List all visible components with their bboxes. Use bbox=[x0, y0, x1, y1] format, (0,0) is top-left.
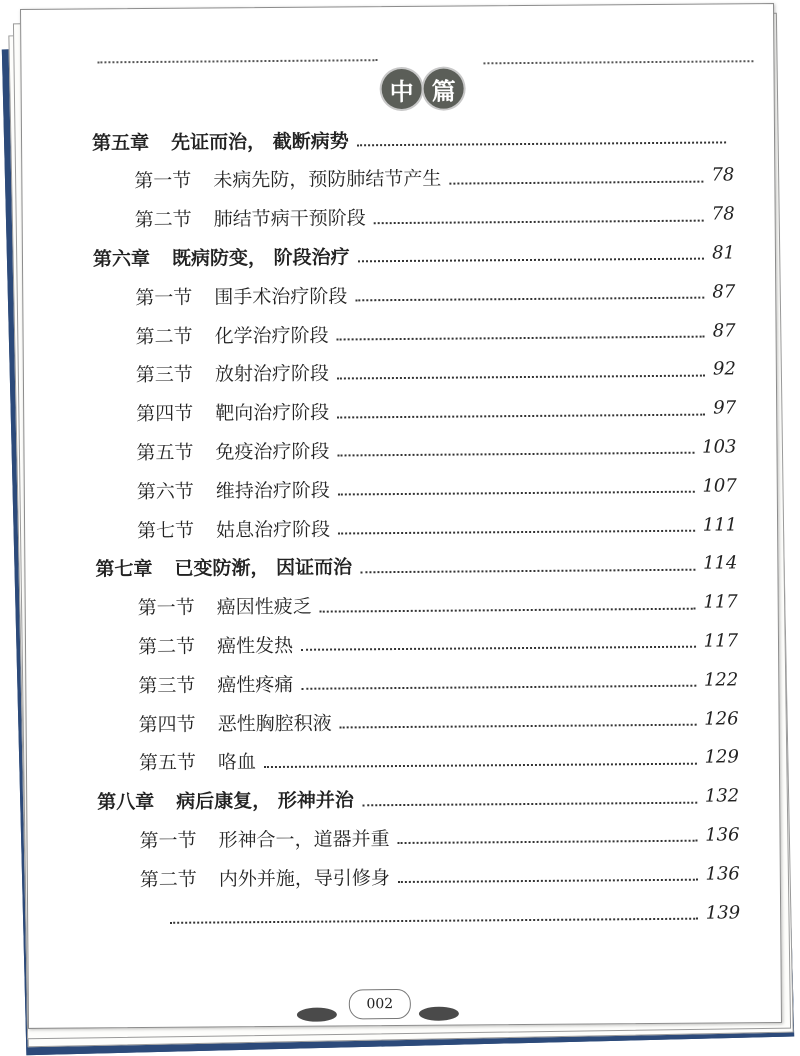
dot-leader bbox=[337, 336, 705, 341]
chapter-title: 先证而治， 截断病势 bbox=[170, 129, 349, 154]
section-number: 第四节 bbox=[136, 402, 194, 426]
toc-chapter-row[interactable] bbox=[95, 549, 737, 582]
toc-entry-label bbox=[136, 398, 329, 427]
section-number: 第一节 bbox=[137, 596, 195, 620]
toc-section-row[interactable] bbox=[140, 860, 740, 893]
dot-leader bbox=[320, 607, 696, 612]
toc-section-row[interactable] bbox=[137, 472, 737, 505]
toc-page-number: 136 bbox=[705, 863, 740, 885]
toc-section-row[interactable] bbox=[137, 510, 737, 543]
section-number: 第一节 bbox=[134, 169, 192, 193]
section-title: 咯血 bbox=[217, 751, 257, 774]
dot-leader bbox=[338, 530, 695, 535]
toc-page-number: 136 bbox=[705, 824, 740, 846]
toc-page-number: 117 bbox=[703, 591, 738, 613]
section-title: 恶性胸腔积液 bbox=[217, 712, 332, 735]
section-title: 癌因性疲乏 bbox=[216, 595, 312, 619]
toc-entry-label bbox=[137, 475, 330, 504]
toc-page-number: 122 bbox=[703, 669, 739, 691]
dot-leader bbox=[358, 258, 704, 263]
toc-page-number: 139 bbox=[705, 901, 741, 924]
toc-entry-label bbox=[97, 785, 354, 814]
toc-entry-label bbox=[138, 592, 312, 620]
section-number: 第二节 bbox=[135, 325, 193, 348]
section-title: 姑息治疗阶段 bbox=[216, 518, 331, 541]
section-number: 第三节 bbox=[135, 363, 193, 387]
toc-section-row[interactable] bbox=[140, 898, 740, 931]
section-number: 第三节 bbox=[138, 674, 196, 697]
chapter-number: 第五章 bbox=[91, 131, 150, 154]
dot-leader bbox=[264, 762, 697, 767]
toc-entry-label bbox=[139, 747, 256, 775]
section-number: 第一节 bbox=[139, 829, 197, 852]
toc-entry-label bbox=[140, 906, 162, 928]
toc-page-number: 132 bbox=[704, 785, 740, 807]
section-number: 第四节 bbox=[138, 713, 196, 736]
toc-page-number: 107 bbox=[702, 475, 737, 497]
toc-page-number: 126 bbox=[704, 707, 739, 730]
toc-chapter-row[interactable] bbox=[92, 122, 734, 155]
dot-leader bbox=[374, 219, 704, 224]
toc-section-row[interactable] bbox=[138, 666, 738, 699]
toc-section-row[interactable] bbox=[138, 627, 738, 660]
dot-leader bbox=[337, 374, 705, 379]
toc-entry-label bbox=[134, 164, 441, 193]
section-number: 第六节 bbox=[136, 480, 194, 503]
toc-entry-label bbox=[136, 359, 329, 388]
dot-leader bbox=[301, 646, 696, 651]
toc-entry-label bbox=[138, 631, 293, 659]
dot-leader bbox=[338, 452, 695, 457]
toc-page-number: 78 bbox=[711, 203, 735, 225]
toc-section-row[interactable] bbox=[139, 704, 739, 737]
toc-entry-label bbox=[93, 242, 350, 271]
toc-page-number: 87 bbox=[712, 319, 736, 342]
toc-page-number: 111 bbox=[702, 513, 738, 536]
chapter-number: 第六章 bbox=[92, 247, 151, 271]
dot-leader bbox=[357, 141, 726, 146]
toc-entry-label bbox=[140, 863, 390, 892]
toc-entry-label bbox=[139, 824, 389, 853]
toc-page-number: 129 bbox=[704, 746, 739, 768]
toc-section-row[interactable] bbox=[135, 200, 735, 233]
toc-entry-label bbox=[138, 670, 293, 698]
table-of-contents bbox=[21, 4, 781, 1028]
section-title: 免疫治疗阶段 bbox=[215, 440, 330, 464]
toc-page-number: 81 bbox=[711, 242, 736, 264]
section-number: 第五节 bbox=[136, 441, 194, 464]
toc-section-row[interactable] bbox=[138, 588, 738, 621]
toc-page-number: 117 bbox=[703, 630, 739, 652]
section-title: 形神合一，道器并重 bbox=[218, 827, 390, 852]
toc-entry-label bbox=[136, 436, 329, 465]
dot-leader bbox=[355, 297, 704, 302]
toc-section-row[interactable] bbox=[135, 316, 735, 349]
toc-page-number: 92 bbox=[712, 358, 736, 380]
toc-entry-label bbox=[95, 553, 352, 582]
dot-leader bbox=[360, 568, 695, 573]
dot-leader bbox=[337, 413, 705, 418]
section-title: 癌性发热 bbox=[216, 634, 294, 658]
section-title: 未病先防，预防肺结节产生 bbox=[213, 167, 442, 192]
section-title: 围手术治疗阶段 bbox=[214, 285, 348, 309]
toc-chapter-row[interactable] bbox=[97, 782, 739, 815]
toc-entry-label bbox=[135, 203, 366, 232]
section-number: 第二节 bbox=[137, 635, 196, 658]
toc-entry-label bbox=[137, 514, 330, 543]
toc-section-row[interactable] bbox=[135, 278, 735, 311]
toc-page-number: 78 bbox=[711, 164, 735, 186]
section-number: 第五节 bbox=[138, 751, 197, 775]
dot-leader bbox=[340, 724, 697, 729]
page-number: 002 bbox=[349, 989, 411, 1019]
chapter-title: 已变防渐， 因证而治 bbox=[174, 556, 353, 581]
toc-entry-label bbox=[92, 126, 349, 155]
dot-leader bbox=[362, 801, 697, 806]
toc-page-number: 87 bbox=[712, 281, 736, 303]
chapter-number: 第八章 bbox=[97, 791, 155, 814]
dot-leader bbox=[398, 879, 698, 883]
dot-leader bbox=[338, 491, 695, 496]
toc-section-row[interactable] bbox=[139, 743, 739, 776]
chapter-title: 病后康复， 形神并治 bbox=[176, 789, 354, 813]
dot-leader bbox=[301, 685, 696, 690]
section-number: 第二节 bbox=[139, 868, 197, 891]
toc-page bbox=[20, 3, 782, 1029]
toc-page-number: 103 bbox=[702, 436, 737, 458]
section-number: 第二节 bbox=[134, 208, 192, 232]
toc-page-number: 114 bbox=[702, 552, 738, 574]
section-title: 维持治疗阶段 bbox=[215, 479, 330, 503]
dot-leader bbox=[449, 180, 703, 184]
section-number: 第一节 bbox=[135, 286, 193, 309]
toc-entry-label bbox=[139, 708, 332, 737]
dot-leader bbox=[398, 840, 698, 844]
toc-section-row[interactable] bbox=[136, 394, 736, 427]
part-title-char: 篇 bbox=[423, 68, 463, 108]
section-title: 癌性疼痛 bbox=[217, 673, 294, 697]
toc-section-row[interactable] bbox=[139, 821, 739, 854]
toc-section-row[interactable] bbox=[136, 355, 736, 388]
dot-leader bbox=[170, 918, 698, 924]
section-number: 第七节 bbox=[137, 519, 195, 542]
chapter-number: 第七章 bbox=[95, 558, 153, 581]
chapter-title: 既病防变， 阶段治疗 bbox=[171, 246, 350, 270]
part-title-char: 中 bbox=[381, 69, 421, 109]
toc-section-row[interactable] bbox=[136, 433, 736, 466]
toc-page-number: 97 bbox=[713, 397, 737, 419]
section-title: 化学治疗阶段 bbox=[214, 324, 329, 347]
toc-chapter-row[interactable] bbox=[93, 239, 735, 272]
toc-entry-label bbox=[135, 281, 347, 310]
section-title: 靶向治疗阶段 bbox=[215, 401, 330, 425]
section-title: 放射治疗阶段 bbox=[214, 362, 329, 386]
toc-section-row[interactable] bbox=[134, 161, 734, 194]
toc-entry-label bbox=[135, 320, 328, 349]
section-title: 肺结节病干预阶段 bbox=[213, 207, 366, 231]
section-title: 内外并施，导引修身 bbox=[218, 866, 390, 891]
